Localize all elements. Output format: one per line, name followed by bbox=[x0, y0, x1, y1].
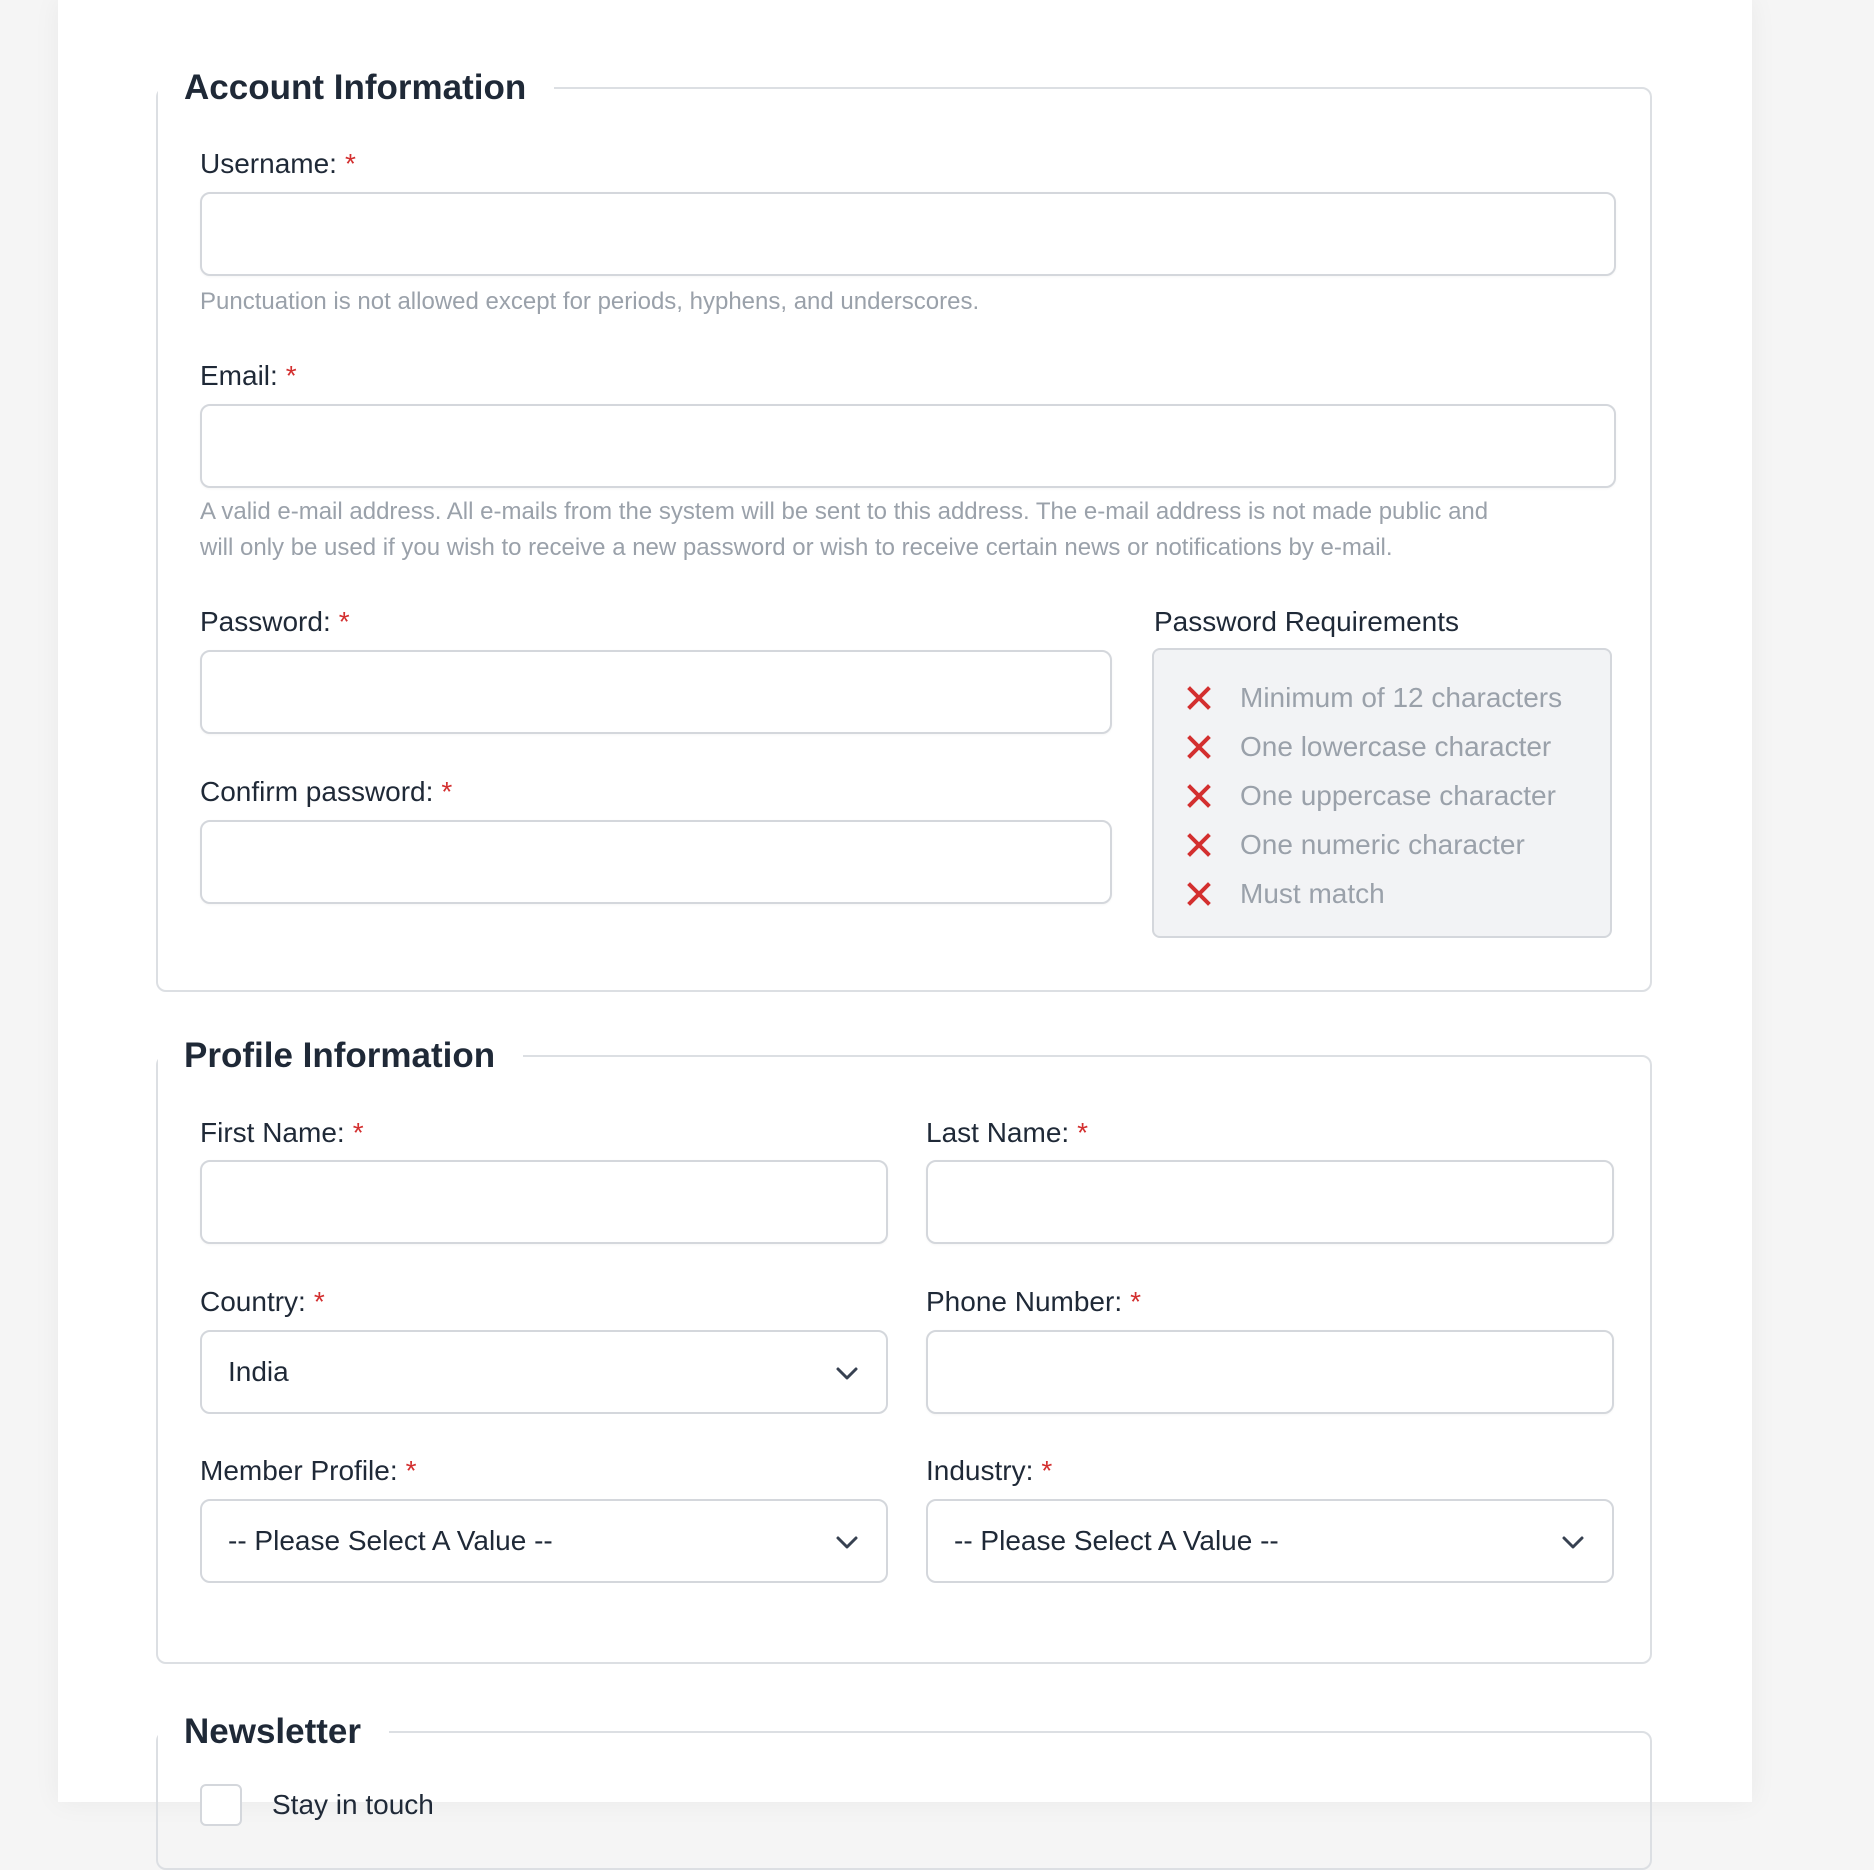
last-name-label bbox=[926, 1116, 1088, 1150]
confirm-password-input[interactable] bbox=[200, 820, 1112, 904]
password-requirements-box bbox=[1152, 648, 1612, 938]
requirement-text: One numeric character bbox=[1240, 829, 1525, 860]
email-label bbox=[200, 359, 297, 393]
x-icon bbox=[1186, 685, 1212, 711]
country-label bbox=[200, 1285, 325, 1319]
country-selected-value: India bbox=[228, 1356, 289, 1387]
required-marker: * bbox=[313, 1286, 325, 1317]
x-icon bbox=[1186, 734, 1212, 760]
phone-number-input[interactable] bbox=[926, 1330, 1614, 1414]
requirement-item bbox=[1186, 878, 1385, 910]
phone-number-label bbox=[926, 1285, 1141, 1319]
requirement-text: Must match bbox=[1240, 878, 1385, 909]
x-icon bbox=[1186, 783, 1212, 809]
confirm-password-label-text: Confirm password: bbox=[200, 776, 434, 807]
required-marker: * bbox=[352, 1117, 364, 1148]
chevron-down-icon bbox=[834, 1360, 860, 1386]
email-label-text: Email: bbox=[200, 360, 278, 391]
requirement-text: One uppercase character bbox=[1240, 780, 1556, 811]
required-marker: * bbox=[338, 606, 350, 637]
member-profile-label bbox=[200, 1454, 417, 1488]
required-marker: * bbox=[441, 776, 453, 807]
required-marker: * bbox=[1130, 1286, 1142, 1317]
member-profile-selected-value: -- Please Select A Value -- bbox=[228, 1525, 553, 1556]
username-help-text: Punctuation is not allowed except for periods, hyphens, and underscores. bbox=[200, 288, 980, 315]
requirement-text: One lowercase character bbox=[1240, 731, 1552, 762]
email-help-line-2: will only be used if you wish to receive a new password or wish to receive certain news or notifications by e-mail. bbox=[200, 534, 1393, 561]
password-label bbox=[200, 605, 350, 639]
email-help-line-1: A valid e-mail address. All e-mails from the system will be sent to this address. The e-mail address is not made public and bbox=[200, 498, 1489, 525]
email-input[interactable] bbox=[200, 404, 1616, 488]
required-marker: * bbox=[1077, 1117, 1089, 1148]
email-help-text bbox=[200, 494, 1620, 566]
password-label-text: Password: bbox=[200, 606, 331, 637]
country-select[interactable] bbox=[200, 1330, 888, 1414]
last-name-label-text: Last Name: bbox=[926, 1117, 1070, 1148]
chevron-down-icon bbox=[834, 1529, 860, 1555]
first-name-input[interactable] bbox=[200, 1160, 888, 1244]
stay-in-touch-label: Stay in touch bbox=[272, 1789, 434, 1820]
country-label-text: Country: bbox=[200, 1286, 306, 1317]
requirement-item bbox=[1186, 731, 1551, 763]
required-marker: * bbox=[344, 148, 356, 179]
required-marker: * bbox=[1041, 1455, 1053, 1486]
industry-select[interactable] bbox=[926, 1499, 1614, 1583]
phone-number-label-text: Phone Number: bbox=[926, 1286, 1123, 1317]
account-information-legend: Account Information bbox=[184, 68, 527, 107]
industry-label bbox=[926, 1454, 1052, 1488]
username-label-text: Username: bbox=[200, 148, 337, 179]
stay-in-touch-checkbox[interactable] bbox=[200, 1784, 242, 1826]
industry-label-text: Industry: bbox=[926, 1455, 1034, 1486]
requirement-item bbox=[1186, 780, 1556, 812]
x-icon bbox=[1186, 832, 1212, 858]
requirement-item bbox=[1186, 682, 1562, 714]
industry-selected-value: -- Please Select A Value -- bbox=[954, 1525, 1279, 1556]
username-input[interactable] bbox=[200, 192, 1616, 276]
first-name-label-text: First Name: bbox=[200, 1117, 345, 1148]
password-input[interactable] bbox=[200, 650, 1112, 734]
x-icon bbox=[1186, 881, 1212, 907]
requirement-text: Minimum of 12 characters bbox=[1240, 682, 1563, 713]
username-label bbox=[200, 147, 356, 181]
profile-information-legend: Profile Information bbox=[184, 1036, 496, 1075]
password-requirements-title: Password Requirements bbox=[1154, 606, 1460, 637]
newsletter-legend: Newsletter bbox=[184, 1712, 362, 1751]
required-marker: * bbox=[285, 360, 297, 391]
confirm-password-label bbox=[200, 775, 452, 809]
requirement-item bbox=[1186, 829, 1525, 861]
required-marker: * bbox=[405, 1455, 417, 1486]
chevron-down-icon bbox=[1560, 1529, 1586, 1555]
member-profile-label-text: Member Profile: bbox=[200, 1455, 398, 1486]
first-name-label bbox=[200, 1116, 364, 1150]
member-profile-select[interactable] bbox=[200, 1499, 888, 1583]
last-name-input[interactable] bbox=[926, 1160, 1614, 1244]
